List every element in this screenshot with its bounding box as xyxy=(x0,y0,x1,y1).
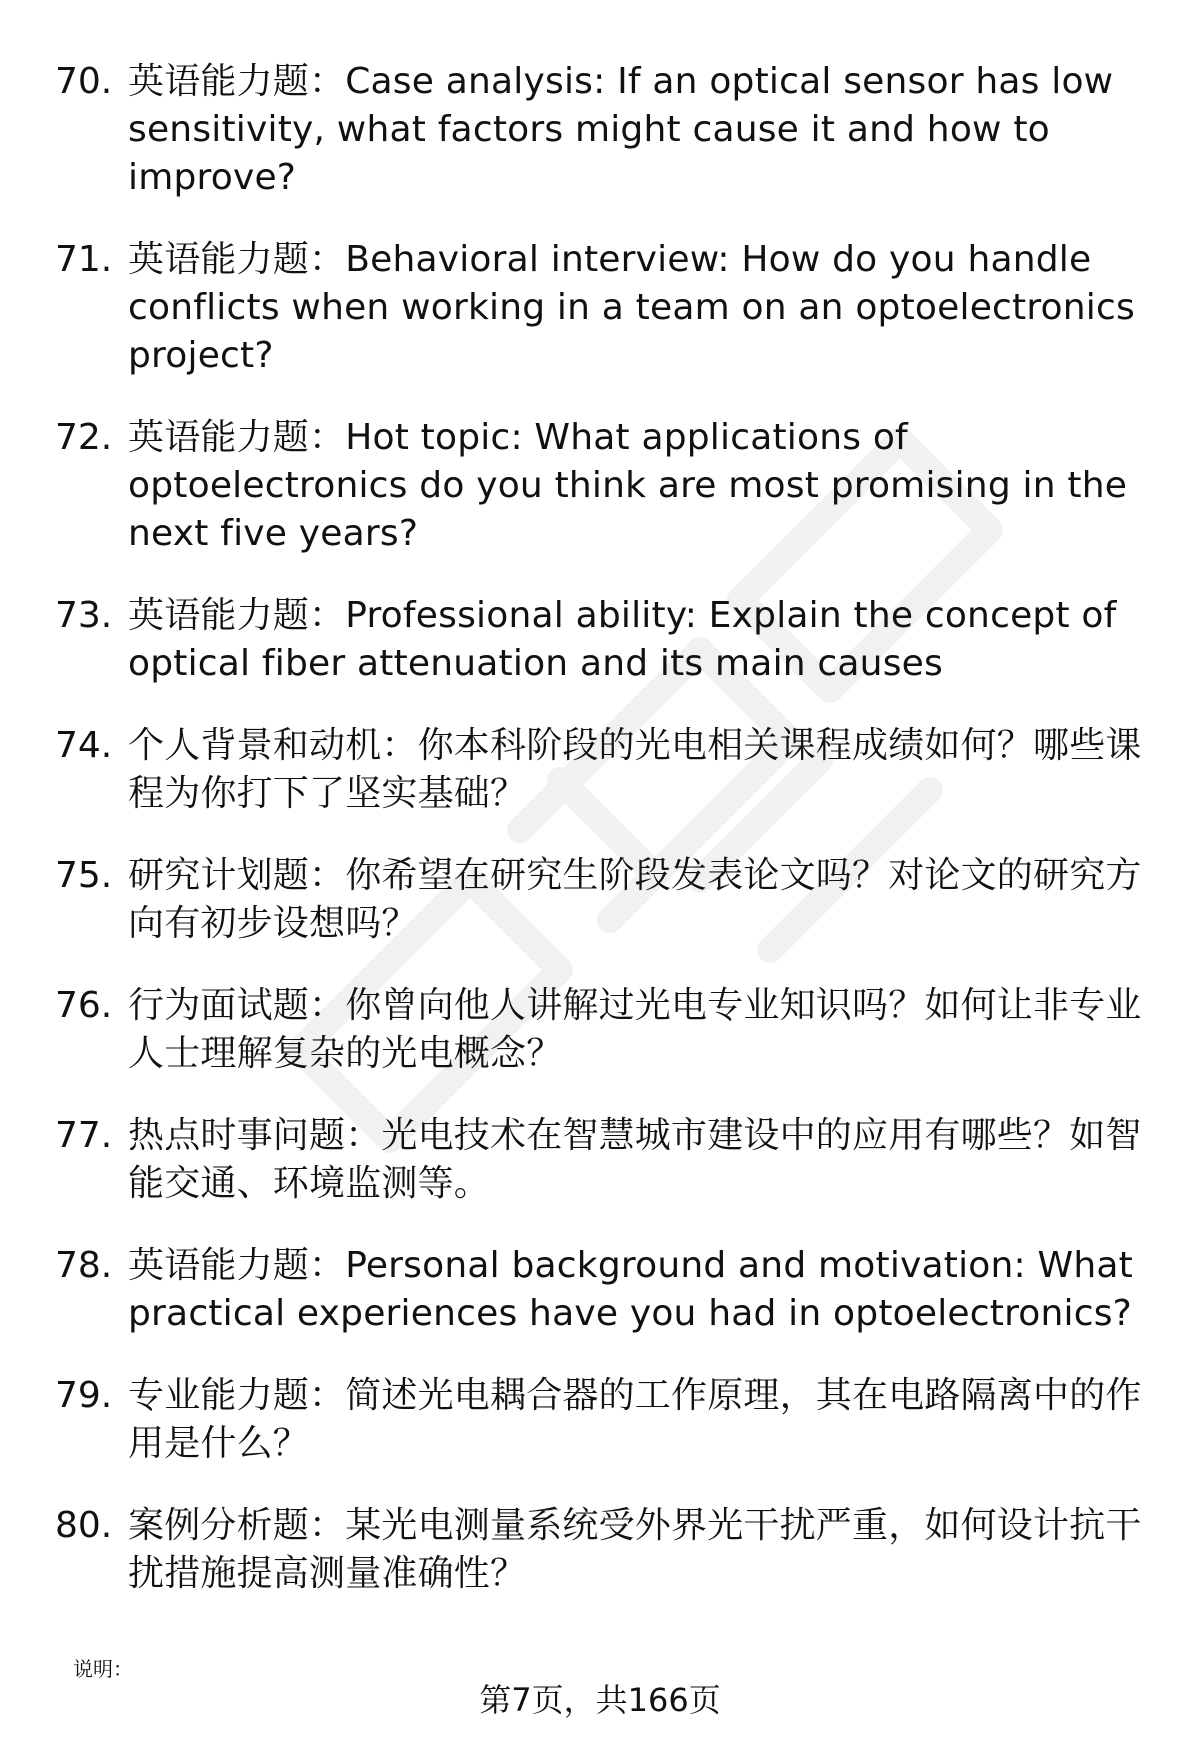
question-number: 71. xyxy=(55,239,113,280)
question-item xyxy=(55,1372,1145,1468)
question-item xyxy=(55,414,1145,558)
question-item xyxy=(55,592,1145,688)
question-number: 70. xyxy=(55,61,113,102)
question-text: 个人背景和动机：你本科阶段的光电相关课程成绩如何？哪些课程为你打下了坚实基础？ xyxy=(128,725,1142,814)
question-item xyxy=(55,852,1145,948)
question-item xyxy=(55,722,1145,818)
question-text: 研究计划题：你希望在研究生阶段发表论文吗？对论文的研究方向有初步设想吗？ xyxy=(128,855,1142,944)
question-list xyxy=(55,58,1145,1598)
question-number: 80. xyxy=(55,1505,113,1546)
question-text: 英语能力题：Professional ability: Explain the concept of optical fiber attenuation and its main causes xyxy=(128,595,1117,684)
question-number: 77. xyxy=(55,1115,113,1156)
footer-note-label: 说明： xyxy=(73,1657,133,1681)
question-text: 英语能力题：Behavioral interview: How do you handle conflicts when working in a team on an optoelectronics project? xyxy=(128,239,1135,376)
question-number: 78. xyxy=(55,1245,113,1286)
question-item xyxy=(55,1242,1145,1338)
question-text: 英语能力题：Case analysis: If an optical sensor has low sensitivity, what factors might cause it and how to improve? xyxy=(128,61,1114,198)
question-number: 74. xyxy=(55,725,113,766)
question-item xyxy=(55,1502,1145,1598)
question-number: 75. xyxy=(55,855,113,896)
question-text: 行为面试题：你曾向他人讲解过光电专业知识吗？如何让非专业人士理解复杂的光电概念？ xyxy=(128,985,1142,1074)
page-indicator: 第7页，共166页 xyxy=(479,1681,721,1719)
question-item xyxy=(55,982,1145,1078)
question-item xyxy=(55,1112,1145,1208)
question-number: 72. xyxy=(55,417,113,458)
question-number: 76. xyxy=(55,985,113,1026)
question-item xyxy=(55,58,1145,202)
question-text: 专业能力题：简述光电耦合器的工作原理，其在电路隔离中的作用是什么？ xyxy=(128,1375,1142,1464)
question-number: 79. xyxy=(55,1375,113,1416)
question-text: 热点时事问题：光电技术在智慧城市建设中的应用有哪些？如智能交通、环境监测等。 xyxy=(128,1115,1142,1204)
question-number: 73. xyxy=(55,595,113,636)
question-text: 英语能力题：Hot topic: What applications of optoelectronics do you think are most promising in the next five years? xyxy=(128,417,1128,554)
question-text: 案例分析题：某光电测量系统受外界光干扰严重，如何设计抗干扰措施提高测量准确性？ xyxy=(128,1505,1142,1594)
question-item xyxy=(55,236,1145,380)
question-text: 英语能力题：Personal background and motivation: What practical experiences have you had in optoelectronics? xyxy=(128,1245,1133,1334)
